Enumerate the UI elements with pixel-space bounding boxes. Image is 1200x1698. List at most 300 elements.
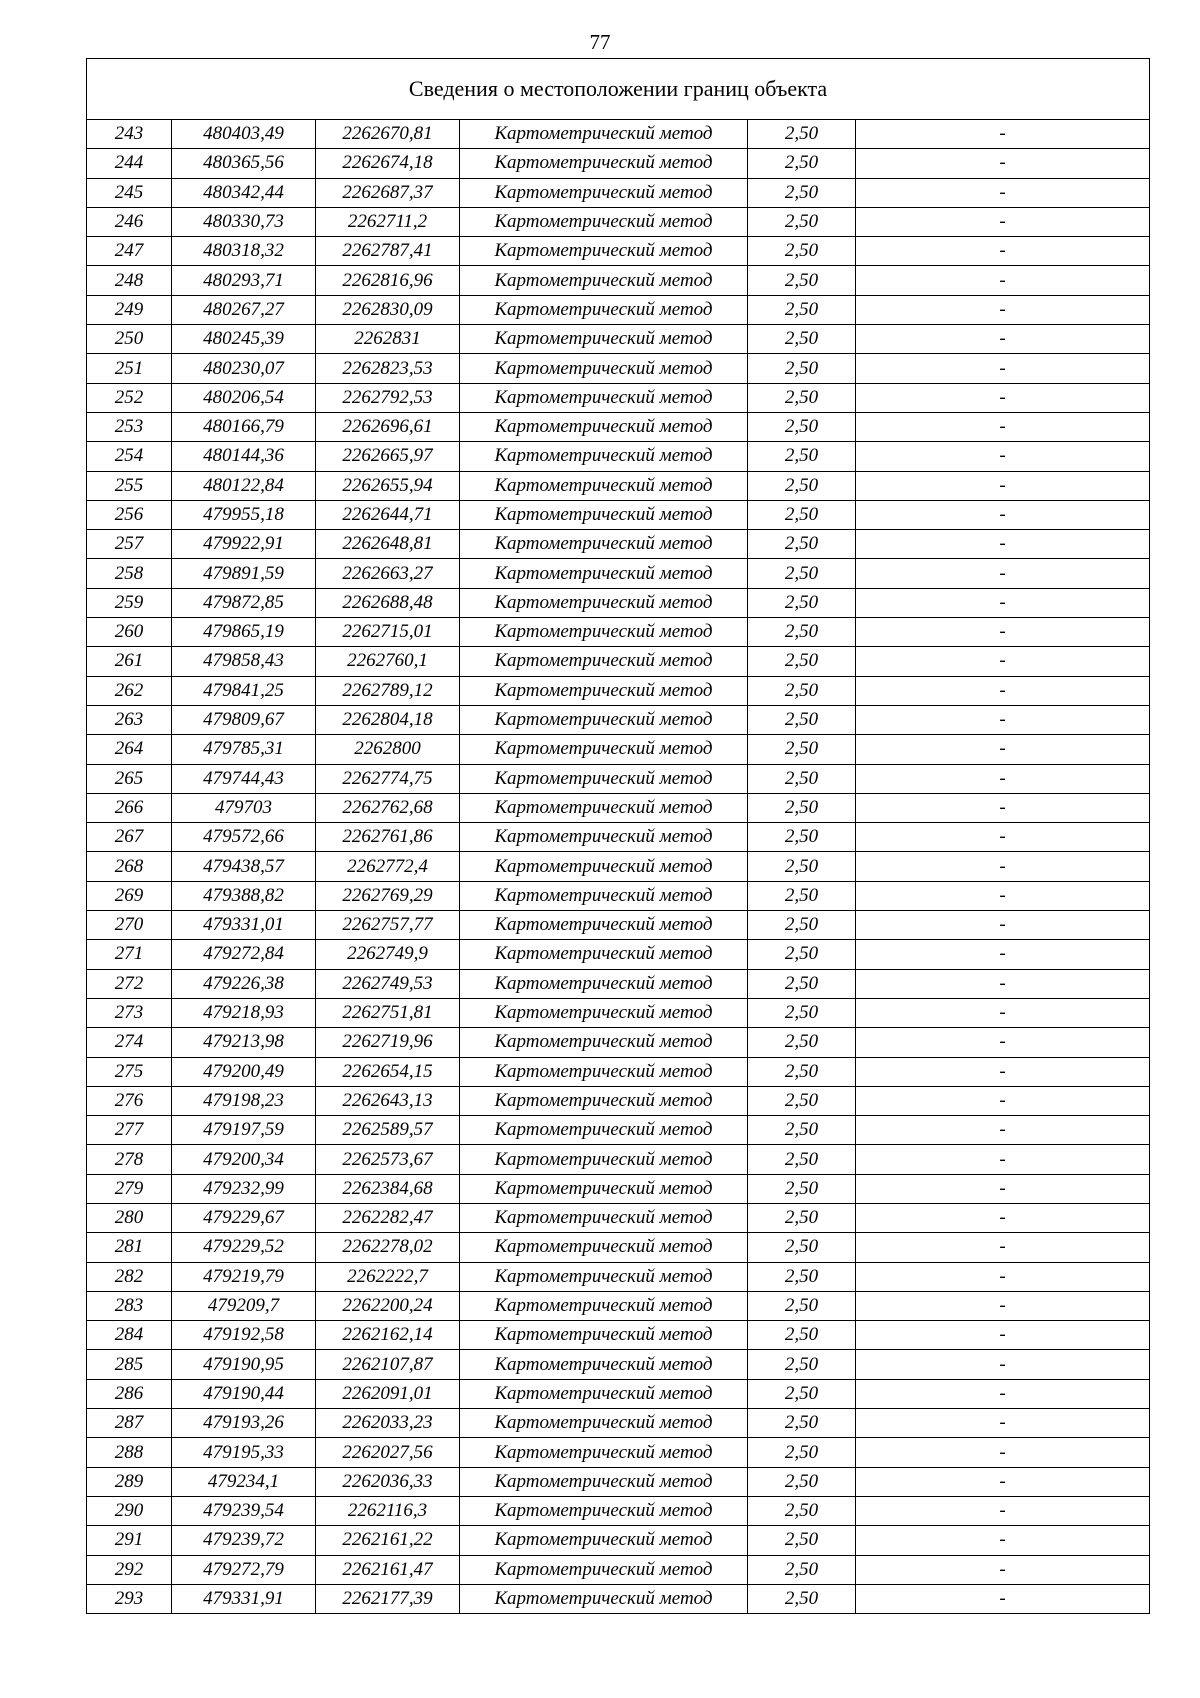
accuracy-cell: 2,50 xyxy=(748,705,856,734)
description-cell: - xyxy=(856,1145,1150,1174)
method-cell: Картометрический метод xyxy=(460,1057,748,1086)
description-cell: - xyxy=(856,969,1150,998)
accuracy-cell: 2,50 xyxy=(748,120,856,149)
table-row xyxy=(87,940,1150,969)
method-cell: Картометрический метод xyxy=(460,266,748,295)
method-cell: Картометрический метод xyxy=(460,1174,748,1203)
method-cell: Картометрический метод xyxy=(460,1555,748,1584)
accuracy-cell: 2,50 xyxy=(748,588,856,617)
point-number-cell: 282 xyxy=(87,1262,172,1291)
coord-y-cell: 2262751,81 xyxy=(316,998,460,1027)
point-number-cell: 285 xyxy=(87,1350,172,1379)
accuracy-cell: 2,50 xyxy=(748,1057,856,1086)
point-number-cell: 266 xyxy=(87,793,172,822)
table-row xyxy=(87,735,1150,764)
coord-y-cell: 2262162,14 xyxy=(316,1321,460,1350)
table-row xyxy=(87,149,1150,178)
description-cell: - xyxy=(856,354,1150,383)
point-number-cell: 258 xyxy=(87,559,172,588)
coord-x-cell: 479232,99 xyxy=(172,1174,316,1203)
point-number-cell: 276 xyxy=(87,1086,172,1115)
point-number-cell: 271 xyxy=(87,940,172,969)
method-cell: Картометрический метод xyxy=(460,1145,748,1174)
coord-x-cell: 479331,91 xyxy=(172,1584,316,1613)
accuracy-cell: 2,50 xyxy=(748,940,856,969)
coord-x-cell: 479209,7 xyxy=(172,1291,316,1320)
accuracy-cell: 2,50 xyxy=(748,178,856,207)
description-cell: - xyxy=(856,383,1150,412)
coord-x-cell: 479229,67 xyxy=(172,1203,316,1232)
point-number-cell: 274 xyxy=(87,1028,172,1057)
method-cell: Картометрический метод xyxy=(460,1350,748,1379)
point-number-cell: 272 xyxy=(87,969,172,998)
coord-y-cell: 2262091,01 xyxy=(316,1379,460,1408)
table-row xyxy=(87,1555,1150,1584)
method-cell: Картометрический метод xyxy=(460,1028,748,1057)
coord-x-cell: 479272,84 xyxy=(172,940,316,969)
method-cell: Картометрический метод xyxy=(460,1379,748,1408)
coord-x-cell: 480245,39 xyxy=(172,325,316,354)
accuracy-cell: 2,50 xyxy=(748,1350,856,1379)
table-row xyxy=(87,969,1150,998)
coord-y-cell: 2262830,09 xyxy=(316,295,460,324)
coord-y-cell: 2262107,87 xyxy=(316,1350,460,1379)
coord-y-cell: 2262760,1 xyxy=(316,647,460,676)
description-cell: - xyxy=(856,793,1150,822)
accuracy-cell: 2,50 xyxy=(748,383,856,412)
point-number-cell: 288 xyxy=(87,1438,172,1467)
coord-x-cell: 480342,44 xyxy=(172,178,316,207)
point-number-cell: 247 xyxy=(87,237,172,266)
coord-x-cell: 479239,54 xyxy=(172,1496,316,1525)
description-cell: - xyxy=(856,442,1150,471)
coord-x-cell: 479234,1 xyxy=(172,1467,316,1496)
table-row xyxy=(87,1291,1150,1320)
description-cell: - xyxy=(856,1555,1150,1584)
description-cell: - xyxy=(856,1496,1150,1525)
description-cell: - xyxy=(856,1174,1150,1203)
accuracy-cell: 2,50 xyxy=(748,559,856,588)
point-number-cell: 248 xyxy=(87,266,172,295)
method-cell: Картометрический метод xyxy=(460,500,748,529)
table-row xyxy=(87,237,1150,266)
table-row xyxy=(87,1203,1150,1232)
method-cell: Картометрический метод xyxy=(460,559,748,588)
method-cell: Картометрический метод xyxy=(460,1438,748,1467)
coord-x-cell: 479213,98 xyxy=(172,1028,316,1057)
description-cell: - xyxy=(856,1028,1150,1057)
method-cell: Картометрический метод xyxy=(460,911,748,940)
method-cell: Картометрический метод xyxy=(460,618,748,647)
accuracy-cell: 2,50 xyxy=(748,881,856,910)
coord-y-cell: 2262761,86 xyxy=(316,823,460,852)
point-number-cell: 277 xyxy=(87,1116,172,1145)
coord-x-cell: 479226,38 xyxy=(172,969,316,998)
point-number-cell: 273 xyxy=(87,998,172,1027)
method-cell: Картометрический метод xyxy=(460,1467,748,1496)
table-row xyxy=(87,295,1150,324)
coord-x-cell: 480144,36 xyxy=(172,442,316,471)
coord-y-cell: 2262749,9 xyxy=(316,940,460,969)
table-row xyxy=(87,1116,1150,1145)
coord-x-cell: 479572,66 xyxy=(172,823,316,852)
coord-x-cell: 480166,79 xyxy=(172,412,316,441)
coord-y-cell: 2262687,37 xyxy=(316,178,460,207)
method-cell: Картометрический метод xyxy=(460,1409,748,1438)
accuracy-cell: 2,50 xyxy=(748,911,856,940)
table-row xyxy=(87,618,1150,647)
description-cell: - xyxy=(856,1262,1150,1291)
method-cell: Картометрический метод xyxy=(460,998,748,1027)
coord-x-cell: 479955,18 xyxy=(172,500,316,529)
accuracy-cell: 2,50 xyxy=(748,793,856,822)
method-cell: Картометрический метод xyxy=(460,1496,748,1525)
description-cell: - xyxy=(856,1086,1150,1115)
coord-y-cell: 2262655,94 xyxy=(316,471,460,500)
coord-y-cell: 2262696,61 xyxy=(316,412,460,441)
coord-x-cell: 479198,23 xyxy=(172,1086,316,1115)
method-cell: Картометрический метод xyxy=(460,1584,748,1613)
table-row xyxy=(87,1057,1150,1086)
table-row xyxy=(87,705,1150,734)
point-number-cell: 286 xyxy=(87,1379,172,1408)
description-cell: - xyxy=(856,530,1150,559)
table-row xyxy=(87,120,1150,149)
point-number-cell: 293 xyxy=(87,1584,172,1613)
coord-y-cell: 2262749,53 xyxy=(316,969,460,998)
description-cell: - xyxy=(856,618,1150,647)
method-cell: Картометрический метод xyxy=(460,1203,748,1232)
coord-x-cell: 479272,79 xyxy=(172,1555,316,1584)
description-cell: - xyxy=(856,1526,1150,1555)
method-cell: Картометрический метод xyxy=(460,383,748,412)
method-cell: Картометрический метод xyxy=(460,940,748,969)
description-cell: - xyxy=(856,295,1150,324)
accuracy-cell: 2,50 xyxy=(748,764,856,793)
coord-y-cell: 2262648,81 xyxy=(316,530,460,559)
table-row xyxy=(87,500,1150,529)
method-cell: Картометрический метод xyxy=(460,647,748,676)
table-row xyxy=(87,1145,1150,1174)
accuracy-cell: 2,50 xyxy=(748,471,856,500)
table-row xyxy=(87,588,1150,617)
accuracy-cell: 2,50 xyxy=(748,823,856,852)
coord-y-cell: 2262800 xyxy=(316,735,460,764)
coord-x-cell: 480403,49 xyxy=(172,120,316,149)
method-cell: Картометрический метод xyxy=(460,793,748,822)
table-row xyxy=(87,1233,1150,1262)
coord-y-cell: 2262769,29 xyxy=(316,881,460,910)
table-title-row xyxy=(87,59,1150,120)
coord-x-cell: 479190,44 xyxy=(172,1379,316,1408)
accuracy-cell: 2,50 xyxy=(748,1203,856,1232)
coord-x-cell: 480330,73 xyxy=(172,207,316,236)
accuracy-cell: 2,50 xyxy=(748,325,856,354)
table-row xyxy=(87,823,1150,852)
description-cell: - xyxy=(856,940,1150,969)
coord-y-cell: 2262787,41 xyxy=(316,237,460,266)
method-cell: Картометрический метод xyxy=(460,1262,748,1291)
coord-x-cell: 480230,07 xyxy=(172,354,316,383)
table-row xyxy=(87,1086,1150,1115)
coord-y-cell: 2262278,02 xyxy=(316,1233,460,1262)
coord-y-cell: 2262177,39 xyxy=(316,1584,460,1613)
point-number-cell: 269 xyxy=(87,881,172,910)
description-cell: - xyxy=(856,1438,1150,1467)
coord-y-cell: 2262161,22 xyxy=(316,1526,460,1555)
accuracy-cell: 2,50 xyxy=(748,412,856,441)
point-number-cell: 280 xyxy=(87,1203,172,1232)
method-cell: Картометрический метод xyxy=(460,354,748,383)
point-number-cell: 291 xyxy=(87,1526,172,1555)
method-cell: Картометрический метод xyxy=(460,412,748,441)
method-cell: Картометрический метод xyxy=(460,149,748,178)
description-cell: - xyxy=(856,1321,1150,1350)
coord-y-cell: 2262589,57 xyxy=(316,1116,460,1145)
description-cell: - xyxy=(856,676,1150,705)
coord-y-cell: 2262161,47 xyxy=(316,1555,460,1584)
coord-x-cell: 479785,31 xyxy=(172,735,316,764)
accuracy-cell: 2,50 xyxy=(748,207,856,236)
coord-y-cell: 2262816,96 xyxy=(316,266,460,295)
accuracy-cell: 2,50 xyxy=(748,1321,856,1350)
coord-x-cell: 479195,33 xyxy=(172,1438,316,1467)
table-row xyxy=(87,1321,1150,1350)
accuracy-cell: 2,50 xyxy=(748,1116,856,1145)
table-row xyxy=(87,530,1150,559)
coord-x-cell: 480267,27 xyxy=(172,295,316,324)
table-row xyxy=(87,1174,1150,1203)
method-cell: Картометрический метод xyxy=(460,588,748,617)
coord-x-cell: 479229,52 xyxy=(172,1233,316,1262)
coord-x-cell: 479922,91 xyxy=(172,530,316,559)
table-row xyxy=(87,178,1150,207)
description-cell: - xyxy=(856,1379,1150,1408)
point-number-cell: 278 xyxy=(87,1145,172,1174)
coord-x-cell: 479388,82 xyxy=(172,881,316,910)
point-number-cell: 263 xyxy=(87,705,172,734)
accuracy-cell: 2,50 xyxy=(748,647,856,676)
method-cell: Картометрический метод xyxy=(460,764,748,793)
accuracy-cell: 2,50 xyxy=(748,969,856,998)
method-cell: Картометрический метод xyxy=(460,881,748,910)
description-cell: - xyxy=(856,881,1150,910)
coord-y-cell: 2262665,97 xyxy=(316,442,460,471)
accuracy-cell: 2,50 xyxy=(748,354,856,383)
coord-x-cell: 479200,34 xyxy=(172,1145,316,1174)
accuracy-cell: 2,50 xyxy=(748,149,856,178)
description-cell: - xyxy=(856,1057,1150,1086)
description-cell: - xyxy=(856,823,1150,852)
point-number-cell: 290 xyxy=(87,1496,172,1525)
point-number-cell: 267 xyxy=(87,823,172,852)
table-row xyxy=(87,325,1150,354)
accuracy-cell: 2,50 xyxy=(748,1409,856,1438)
accuracy-cell: 2,50 xyxy=(748,442,856,471)
point-number-cell: 254 xyxy=(87,442,172,471)
page-number: 77 xyxy=(589,30,611,54)
point-number-cell: 243 xyxy=(87,120,172,149)
table-row xyxy=(87,764,1150,793)
accuracy-cell: 2,50 xyxy=(748,1584,856,1613)
description-cell: - xyxy=(856,588,1150,617)
point-number-cell: 255 xyxy=(87,471,172,500)
coord-x-cell: 479331,01 xyxy=(172,911,316,940)
table-row xyxy=(87,1028,1150,1057)
coord-y-cell: 2262715,01 xyxy=(316,618,460,647)
point-number-cell: 259 xyxy=(87,588,172,617)
coord-y-cell: 2262282,47 xyxy=(316,1203,460,1232)
coord-x-cell: 479200,49 xyxy=(172,1057,316,1086)
point-number-cell: 249 xyxy=(87,295,172,324)
point-number-cell: 260 xyxy=(87,618,172,647)
coord-x-cell: 479239,72 xyxy=(172,1526,316,1555)
coord-y-cell: 2262774,75 xyxy=(316,764,460,793)
accuracy-cell: 2,50 xyxy=(748,1233,856,1262)
description-cell: - xyxy=(856,852,1150,881)
accuracy-cell: 2,50 xyxy=(748,998,856,1027)
accuracy-cell: 2,50 xyxy=(748,266,856,295)
table-row xyxy=(87,1409,1150,1438)
description-cell: - xyxy=(856,500,1150,529)
coord-x-cell: 479197,59 xyxy=(172,1116,316,1145)
coord-x-cell: 479703 xyxy=(172,793,316,822)
accuracy-cell: 2,50 xyxy=(748,1555,856,1584)
accuracy-cell: 2,50 xyxy=(748,618,856,647)
accuracy-cell: 2,50 xyxy=(748,676,856,705)
coord-x-cell: 480293,71 xyxy=(172,266,316,295)
accuracy-cell: 2,50 xyxy=(748,1145,856,1174)
description-cell: - xyxy=(856,1291,1150,1320)
point-number-cell: 251 xyxy=(87,354,172,383)
table-row xyxy=(87,1379,1150,1408)
method-cell: Картометрический метод xyxy=(460,705,748,734)
method-cell: Картометрический метод xyxy=(460,735,748,764)
table-row xyxy=(87,1438,1150,1467)
coord-y-cell: 2262711,2 xyxy=(316,207,460,236)
description-cell: - xyxy=(856,412,1150,441)
point-number-cell: 284 xyxy=(87,1321,172,1350)
coord-x-cell: 479438,57 xyxy=(172,852,316,881)
accuracy-cell: 2,50 xyxy=(748,1174,856,1203)
accuracy-cell: 2,50 xyxy=(748,1526,856,1555)
method-cell: Картометрический метод xyxy=(460,442,748,471)
coord-x-cell: 479744,43 xyxy=(172,764,316,793)
method-cell: Картометрический метод xyxy=(460,120,748,149)
table-row xyxy=(87,442,1150,471)
accuracy-cell: 2,50 xyxy=(748,1438,856,1467)
coord-x-cell: 480365,56 xyxy=(172,149,316,178)
point-number-cell: 275 xyxy=(87,1057,172,1086)
coord-x-cell: 480122,84 xyxy=(172,471,316,500)
method-cell: Картометрический метод xyxy=(460,852,748,881)
point-number-cell: 265 xyxy=(87,764,172,793)
coord-x-cell: 479192,58 xyxy=(172,1321,316,1350)
point-number-cell: 268 xyxy=(87,852,172,881)
method-cell: Картометрический метод xyxy=(460,178,748,207)
coord-x-cell: 479218,93 xyxy=(172,998,316,1027)
coord-y-cell: 2262033,23 xyxy=(316,1409,460,1438)
description-cell: - xyxy=(856,149,1150,178)
table-row xyxy=(87,881,1150,910)
coord-y-cell: 2262757,77 xyxy=(316,911,460,940)
coord-y-cell: 2262804,18 xyxy=(316,705,460,734)
method-cell: Картометрический метод xyxy=(460,1233,748,1262)
table-row xyxy=(87,383,1150,412)
method-cell: Картометрический метод xyxy=(460,1291,748,1320)
method-cell: Картометрический метод xyxy=(460,676,748,705)
table-row xyxy=(87,1350,1150,1379)
method-cell: Картометрический метод xyxy=(460,207,748,236)
table-row xyxy=(87,911,1150,940)
accuracy-cell: 2,50 xyxy=(748,1262,856,1291)
table-row xyxy=(87,1526,1150,1555)
accuracy-cell: 2,50 xyxy=(748,530,856,559)
description-cell: - xyxy=(856,1350,1150,1379)
description-cell: - xyxy=(856,559,1150,588)
accuracy-cell: 2,50 xyxy=(748,1496,856,1525)
accuracy-cell: 2,50 xyxy=(748,237,856,266)
coord-y-cell: 2262643,13 xyxy=(316,1086,460,1115)
table-row xyxy=(87,471,1150,500)
point-number-cell: 289 xyxy=(87,1467,172,1496)
coord-y-cell: 2262200,24 xyxy=(316,1291,460,1320)
description-cell: - xyxy=(856,764,1150,793)
table-row xyxy=(87,1496,1150,1525)
method-cell: Картометрический метод xyxy=(460,530,748,559)
point-number-cell: 287 xyxy=(87,1409,172,1438)
coord-x-cell: 479891,59 xyxy=(172,559,316,588)
coord-y-cell: 2262762,68 xyxy=(316,793,460,822)
table-row xyxy=(87,647,1150,676)
coord-y-cell: 2262222,7 xyxy=(316,1262,460,1291)
point-number-cell: 270 xyxy=(87,911,172,940)
description-cell: - xyxy=(856,735,1150,764)
coord-y-cell: 2262674,18 xyxy=(316,149,460,178)
table-row xyxy=(87,559,1150,588)
coord-y-cell: 2262384,68 xyxy=(316,1174,460,1203)
coord-y-cell: 2262027,56 xyxy=(316,1438,460,1467)
description-cell: - xyxy=(856,998,1150,1027)
coord-y-cell: 2262688,48 xyxy=(316,588,460,617)
table-row xyxy=(87,1467,1150,1496)
point-number-cell: 262 xyxy=(87,676,172,705)
coord-y-cell: 2262036,33 xyxy=(316,1467,460,1496)
coord-x-cell: 480318,32 xyxy=(172,237,316,266)
coord-y-cell: 2262831 xyxy=(316,325,460,354)
coord-x-cell: 480206,54 xyxy=(172,383,316,412)
coord-x-cell: 479872,85 xyxy=(172,588,316,617)
coord-y-cell: 2262116,3 xyxy=(316,1496,460,1525)
method-cell: Картометрический метод xyxy=(460,471,748,500)
description-cell: - xyxy=(856,705,1150,734)
method-cell: Картометрический метод xyxy=(460,295,748,324)
coord-y-cell: 2262670,81 xyxy=(316,120,460,149)
accuracy-cell: 2,50 xyxy=(748,1467,856,1496)
table-row xyxy=(87,412,1150,441)
accuracy-cell: 2,50 xyxy=(748,1028,856,1057)
point-number-cell: 292 xyxy=(87,1555,172,1584)
boundary-coordinates-table xyxy=(86,58,1150,1614)
coord-x-cell: 479865,19 xyxy=(172,618,316,647)
point-number-cell: 246 xyxy=(87,207,172,236)
accuracy-cell: 2,50 xyxy=(748,735,856,764)
coord-x-cell: 479193,26 xyxy=(172,1409,316,1438)
coord-y-cell: 2262654,15 xyxy=(316,1057,460,1086)
point-number-cell: 253 xyxy=(87,412,172,441)
point-number-cell: 252 xyxy=(87,383,172,412)
coord-x-cell: 479809,67 xyxy=(172,705,316,734)
